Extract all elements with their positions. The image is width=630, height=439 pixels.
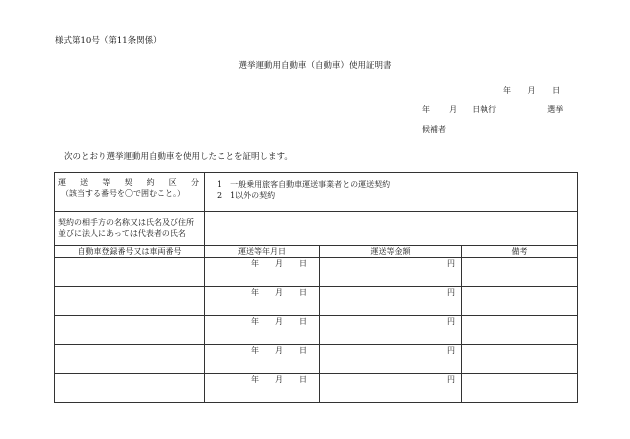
election-label: 選挙	[547, 105, 564, 114]
header-vehicle-number: 自動車登録番号又は車両番号	[55, 246, 205, 258]
contract-class-note: （該当する番号を〇で囲むこと。）	[61, 189, 185, 198]
row-year-label: 年	[251, 259, 259, 268]
row-year-label: 年	[251, 317, 259, 326]
transport-date-cell[interactable]	[205, 374, 320, 403]
contract-party-field[interactable]	[205, 212, 578, 246]
issue-date-line	[503, 87, 560, 95]
row-year-label: 年	[251, 346, 259, 355]
exec-day-label: 日執行	[472, 105, 497, 114]
contract-class-char: 区	[168, 178, 177, 187]
row-month-label: 月	[275, 259, 283, 268]
exec-year-label: 年	[422, 105, 430, 114]
row-year-label: 年	[251, 375, 259, 384]
transport-date-cell[interactable]	[205, 287, 320, 316]
vehicle-number-cell[interactable]	[55, 316, 205, 345]
transport-amount-cell[interactable]	[320, 345, 462, 374]
transport-date-cell[interactable]	[205, 316, 320, 345]
transport-date-cell[interactable]	[205, 345, 320, 374]
contract-option-1[interactable]: 1 一般乗用旅客自動車運送事業者との運送契約	[217, 180, 391, 189]
contract-class-char: 運	[58, 178, 66, 187]
header-remarks: 備考	[462, 246, 578, 258]
transport-amount-cell[interactable]	[320, 258, 462, 287]
row-month-label: 月	[275, 317, 283, 326]
contract-class-char: 約	[146, 178, 155, 187]
row-month-label: 月	[275, 288, 283, 297]
table-header-row	[55, 246, 578, 258]
intro-text: 次のとおり選挙運動用自動車を使用したことを証明します。	[64, 152, 293, 162]
vehicle-usage-table	[54, 172, 578, 403]
vehicle-number-cell[interactable]	[55, 287, 205, 316]
table-row	[55, 287, 578, 316]
transport-amount-cell[interactable]	[320, 316, 462, 345]
table-row	[55, 374, 578, 403]
row-yen-label: 円	[447, 346, 455, 355]
contract-option-2[interactable]: 2 1以外の契約	[217, 191, 276, 200]
row-day-label: 日	[299, 259, 307, 268]
transport-amount-cell[interactable]	[320, 287, 462, 316]
row-yen-label: 円	[447, 375, 455, 384]
row-day-label: 日	[299, 288, 307, 297]
contract-class-char: 契	[124, 178, 133, 187]
transport-amount-cell[interactable]	[320, 374, 462, 403]
remarks-cell[interactable]	[462, 345, 578, 374]
row-yen-label: 円	[447, 259, 455, 268]
contract-class-char: 送	[80, 178, 89, 187]
row-yen-label: 円	[447, 288, 455, 297]
row-day-label: 日	[299, 375, 307, 384]
contract-class-char: 分	[190, 178, 199, 187]
issue-month-label: 月	[527, 86, 536, 95]
contract-class-title	[58, 177, 201, 188]
election-execution-line	[422, 106, 563, 114]
vehicle-number-cell[interactable]	[55, 345, 205, 374]
contract-class-label	[55, 173, 205, 212]
contract-party-row	[55, 212, 578, 246]
issue-day-label: 日	[552, 86, 561, 95]
transport-date-cell[interactable]	[205, 258, 320, 287]
form-number: 様式第10号（第11条関係）	[55, 36, 162, 46]
contract-class-options[interactable]	[205, 173, 578, 212]
document-title: 選挙運動用自動車（自動車）使用証明書	[238, 61, 392, 71]
contract-party-label-line2: 並びに法人にあっては代表者の氏名	[58, 229, 186, 238]
contract-party-label	[55, 212, 205, 246]
candidate-label: 候補者	[422, 125, 446, 134]
vehicle-number-cell[interactable]	[55, 374, 205, 403]
row-month-label: 月	[275, 375, 283, 384]
remarks-cell[interactable]	[462, 374, 578, 403]
exec-month-label: 月	[449, 105, 458, 114]
vehicle-number-cell[interactable]	[55, 258, 205, 287]
header-transport-amount: 運送等金額	[320, 246, 462, 258]
table-row	[55, 345, 578, 374]
row-year-label: 年	[251, 288, 259, 297]
table-row	[55, 258, 578, 287]
issue-year-label: 年	[503, 86, 511, 95]
remarks-cell[interactable]	[462, 316, 578, 345]
header-transport-date: 運送等年月日	[205, 246, 320, 258]
contract-class-char: 等	[102, 178, 111, 187]
remarks-cell[interactable]	[462, 258, 578, 287]
row-day-label: 日	[299, 346, 307, 355]
row-month-label: 月	[275, 346, 283, 355]
remarks-cell[interactable]	[462, 287, 578, 316]
row-day-label: 日	[299, 317, 307, 326]
row-yen-label: 円	[447, 317, 455, 326]
contract-class-row	[55, 173, 578, 212]
contract-party-label-line1: 契約の相手方の名称又は氏名及び住所	[58, 218, 194, 227]
table-row	[55, 316, 578, 345]
